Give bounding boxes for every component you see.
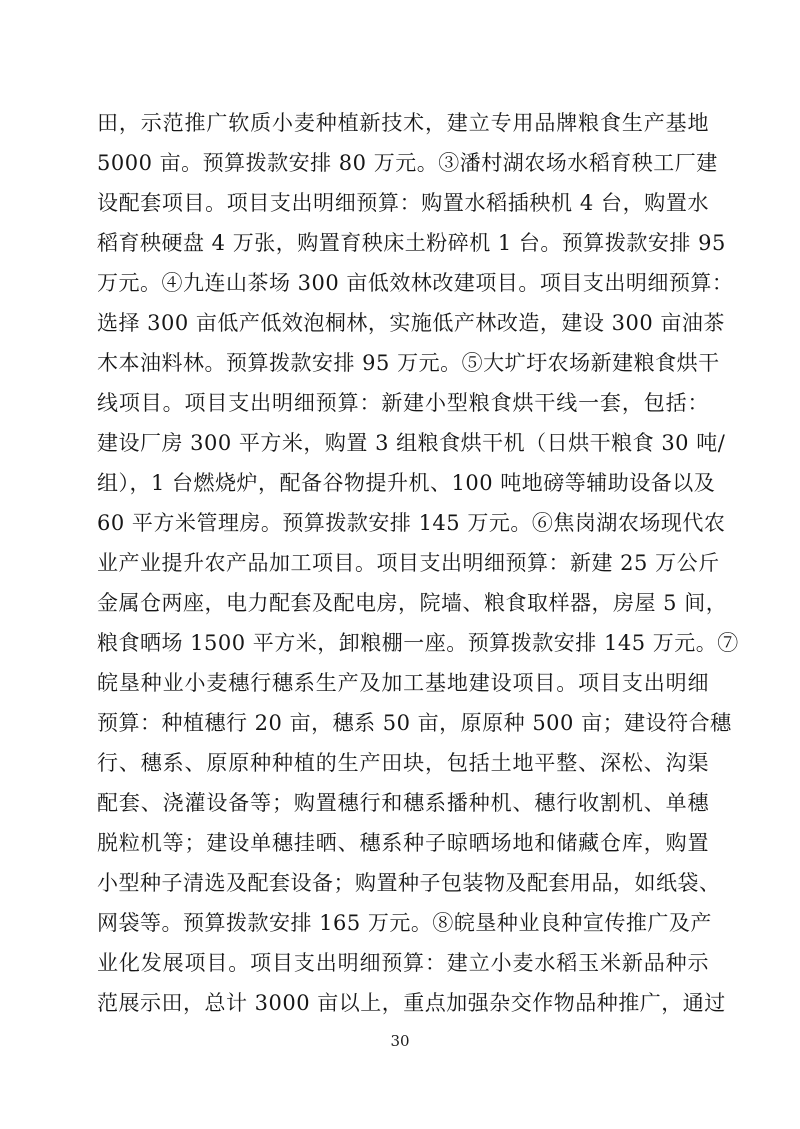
text-line: 皖垦种业小麦穗行穗系生产及加工基地建设项目。项目支出明细 [97,671,709,695]
text-line: 脱粒机等；建设单穗挂晒、穗系种子晾晒场地和储藏仓库，购置 [97,831,709,855]
text-line: 万元。④九连山茶场 300 亩低效林改建项目。项目支出明细预算： [97,271,734,295]
text-line: 建设厂房 300 平方米，购置 3 组粮食烘干机（日烘干粮食 30 吨/ [97,431,726,455]
text-line: 选择 300 亩低产低效泡桐林，实施低产林改造，建设 300 亩油茶 [97,311,725,335]
text-line: 5000 亩。预算拨款安排 80 万元。③潘村湖农场水稻育秧工厂建 [97,151,718,175]
text-line: 田，示范推广软质小麦种植新技术，建立专用品牌粮食生产基地 [97,111,709,135]
text-line: 稻育秧硬盘 4 万张，购置育秧床土粉碎机 1 台。预算拨款安排 95 [97,231,726,255]
text-line: 预算：种植穗行 20 亩，穗系 50 亩，原原种 500 亩；建设符合穗 [97,711,732,735]
text-line: 60 平方米管理房。预算拨款安排 145 万元。⑥焦岗湖农场现代农 [97,511,726,535]
text-line: 粮食晒场 1500 平方米，卸粮棚一座。预算拨款安排 145 万元。⑦ [97,631,739,655]
text-line: 设配套项目。项目支出明细预算：购置水稻插秧机 4 台，购置水 [97,191,709,215]
text-line: 木本油料林。预算拨款安排 95 万元。⑤大圹圩农场新建粮食烘干 [97,351,720,375]
page-number: 30 [390,1032,410,1050]
text-line: 业化发展项目。项目支出明细预算：建立小麦水稻玉米新品种示 [97,951,709,975]
text-line: 行、穗系、原原种种植的生产田块，包括土地平整、深松、沟渠 [97,751,709,775]
text-line: 组），1 台燃烧炉，配备谷物提升机、100 吨地磅等辅助设备以及 [97,471,716,495]
text-line: 线项目。项目支出明细预算：新建小型粮食烘干线一套，包括： [97,391,709,415]
text-line: 业产业提升农产品加工项目。项目支出明细预算：新建 25 万公斤 [97,551,720,575]
body-text [97,103,739,1023]
text-line: 配套、浇灌设备等；购置穗行和穗系播种机、穗行收割机、单穗 [97,791,709,815]
text-line: 金属仓两座，电力配套及配电房，院墙、粮食取样器，房屋 5 间， [97,591,728,615]
text-line: 小型种子清选及配套设备；购置种子包装物及配套用品，如纸袋、 [97,871,721,895]
text-line: 范展示田，总计 3000 亩以上，重点加强杂交作物品种推广，通过 [97,991,726,1015]
text-line: 网袋等。预算拨款安排 165 万元。⑧皖垦种业良种宣传推广及产 [97,911,712,935]
